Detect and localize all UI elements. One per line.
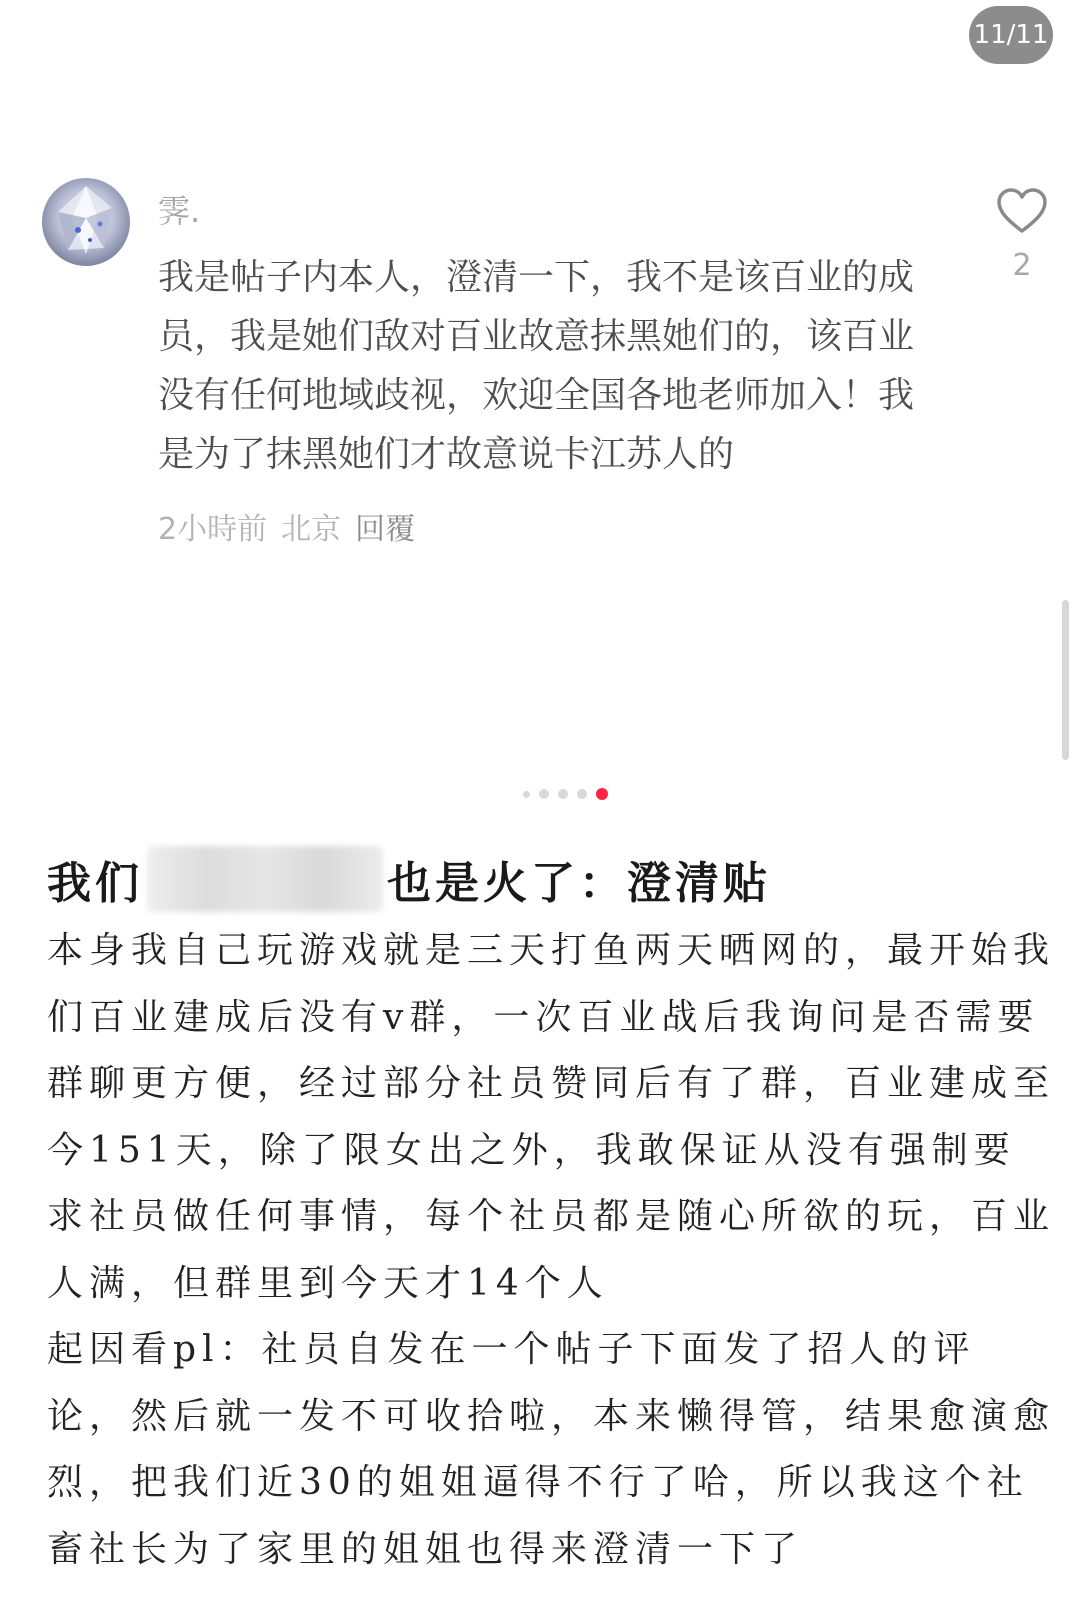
post-title-suffix: 也是火了：澄清贴 [387,858,771,909]
carousel-dot[interactable] [523,791,530,798]
post-title-prefix: 我们 [47,858,143,909]
like-count: 2 [1012,248,1032,283]
carousel-dot[interactable] [558,789,568,799]
reply-button[interactable]: 回覆 [355,512,416,547]
comment-location: 北京 [281,512,342,547]
post-title [47,846,771,912]
post-paragraph: 本身我自己玩游戏就是三天打鱼两天晒网的，最开始我们百业建成后没有v群，一次百业战后我询问是否需要群聊更方便，经过部分社员赞同后有了群，百业建成至今151天，除了限女出之外，我敢保证从没有强制要求社员做任何事情，每个社员都是随心所欲的玩，百业人满，但群里到今天才14个人 [47,930,1056,1304]
carousel-dot[interactable] [539,789,549,799]
carousel-indicator [0,788,1080,800]
avatar-image [42,178,130,266]
carousel-dot-active[interactable] [596,788,608,800]
image-page-counter: 11/11 [969,6,1053,64]
comment-username[interactable]: 霁. [158,192,201,230]
comment-text: 我是帖子内本人，澄清一下，我不是该百业的成员，我是她们敌对百业故意抹黑她们的，该百业没有任何地域歧视，欢迎全国各地老师加入！我是为了抹黑她们才故意说卡江苏人的 [158,257,915,475]
post-body [47,918,1057,1583]
comment-time: 2小時前 [158,512,268,547]
carousel-dot[interactable] [577,789,587,799]
comment-meta [158,504,415,548]
avatar[interactable] [42,178,130,266]
scrollbar-thumb[interactable] [1062,600,1069,760]
heart-icon[interactable] [996,188,1048,234]
redacted-text [147,846,383,912]
post-paragraph: 起因看pl：社员自发在一个帖子下面发了招人的评论，然后就一发不可收拾啦，本来懒得管，结果愈演愈烈，把我们近30的姐姐逼得不行了哈，所以我这个社畜社长为了家里的姐姐也得来澄清一下了 [47,1329,1056,1570]
